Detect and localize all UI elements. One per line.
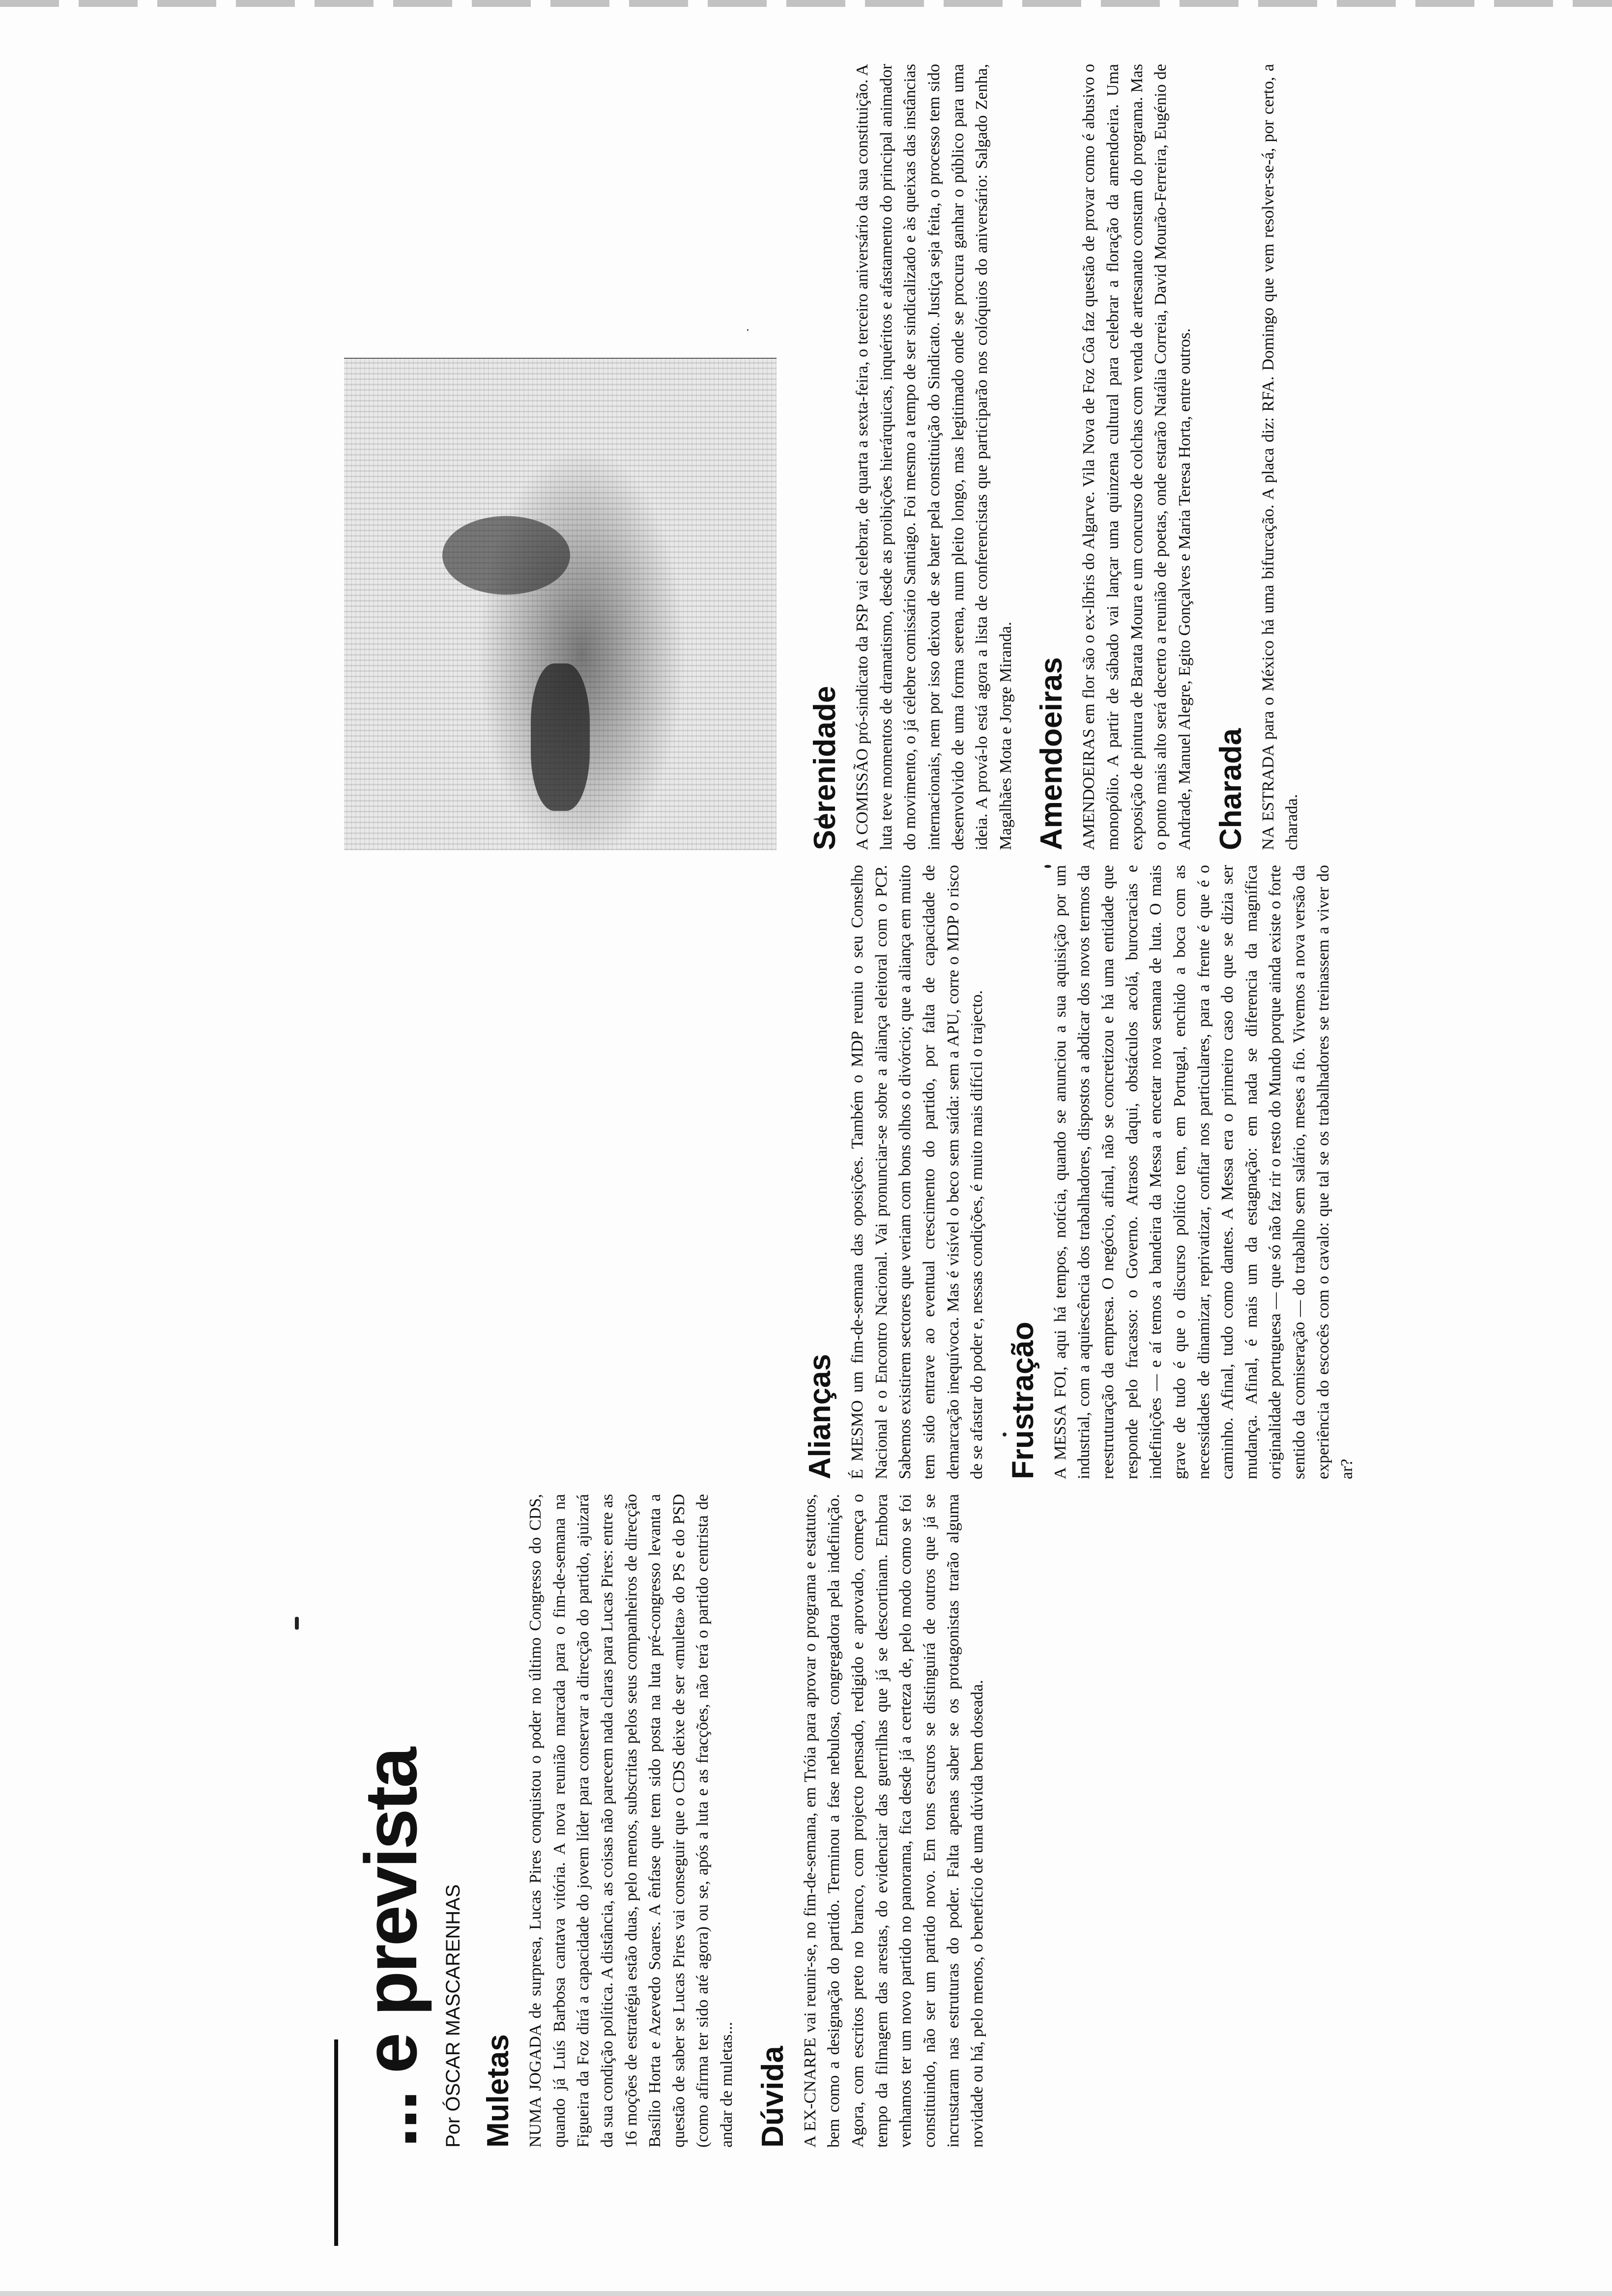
section-title-serenidade: Serenidade: [808, 686, 842, 850]
section-body-serenidade: A COMISSÃO pró-sindicato da PSP vai celebrar, de quarta a sexta-feira, o terceiro aniversário da sua constituição. A luta teve momentos de dramatismo, desde as proibições hierárquicas, inquéritos e afastamento do principal animador do movimento, o já célebre comissário Santiago. Foi mesmo a tempo de ser sindicalizado e às queixas das instâncias internacionais, nem por isso deixou de se bater pela constituição do Sindicato. Justiça seja feita, o processo tem sido desenvolvido de uma forma serena, num pleito longo, mas legitimado onde se procura ganhar o público para uma ideia. A prová-lo está agora a lista de conferencistas que participarão nos colóquios do aniversário: Salgado Zenha, Magalhães Mota e Jorge Miranda.: [853, 64, 1015, 850]
article-byline: Por ÓSCAR MASCARENHAS: [442, 1884, 464, 2148]
section-title-duvida: Dúvida: [755, 2046, 790, 2148]
section-body-muletas: NUMA JOGADA de surpresa, Lucas Pires conquistou o poder no último Congresso do CDS, quando já Luís Barbosa cantava vitória. A nova reunião marcada para o fim-de-semana na Figueira da Foz dirá a capacidade do jovem líder para conservar a direcção do partido, ajuizará da sua condição política. A distância, as coisas não parecem nada claras para Lucas Pires: entre as 16 moções de estratégia estão duas, pelo menos, subscritas pelos seus companheiros de direcção Basílio Horta e Azevedo Soares. A ênfase que tem sido posta na luta pré-congresso levanta a questão de saber se Lucas Pires vai conseguir que o CDS deixe de ser «muleta» do PS e do PSD (como afirma ter sido até agora) ou se, após a luta e as fracções, não terá o partido centrista de andar de muletas...: [526, 1494, 736, 2148]
section-title-charada: Charada: [1213, 728, 1248, 850]
scan-bottom-edge: [0, 2291, 1612, 2296]
section-body-charada: NA ESTRADA para o México há uma bifurcação. A placa diz: RFA. Domingo que vem resolver-se-á, por certo, a charada.: [1259, 64, 1301, 850]
newspaper-article: [334, 49, 1612, 2246]
section-body-duvida: A EX-CNARPE vai reunir-se, no fim-de-semana, em Tróia para aprovar o programa e estatutos, bem como a designação do partido. Terminou a fase nebulosa, congregadora pela indefinição. Agora, com escritos preto no branco, com projecto pensado, redigido e aprovado, começa o tempo da filmagem das arestas, do evidenciar das guerrilhas que já se descortinam. Embora venhamos ter um novo partido no panorama, fica desde já a certeza de, pelo modo como se foi constituindo, não ser um partido novo. Em tons escuros se distinguirá de outros que já se incrustaram nas estruturas do poder. Falta apenas saber se os protagonistas trarão alguma novidade ou há, pelo menos, o benefício de uma dúvida bem doseada.: [801, 1494, 986, 2148]
section-body-frustracao: A MESSA FOI, aqui há tempos, notícia, quando se anunciou a sua aquisição por um industrial, com a aquiescência dos trabalhadores, dispostos a abdicar dos novos termos da reestruturação da empresa. O negócio, afinal, não se concretizou e há uma entidade que responde pelo fracasso: o Governo. Atrasos daqui, obstáculos acolá, burocracias e indefinições — e aí temos a bandeira da Messa a encetar nova semana de luta. O mais grave de tudo é que o discurso político tem, em Portugal, enchido a boca com as necessidades de dinamizar, reprivatizar, confiar nos particulares, para a frente é que é o caminho. Afinal, tudo como dantes. A Messa era o primeiro caso do que se dizia ser mudança. Afinal, é mais um da estagnação: em nada se diferencia da magnífica originalidade portuguesa — que só não faz rir o resto do Mundo porque ainda existe o forte sentido da comiseração — do trabalho sem salário, meses a fio. Vivemos a nova versão da experiência do escocês com o cavalo: que tal se os trabalhadores se treinassem a viver do ar?: [1051, 865, 1356, 1479]
section-title-amendoeiras: Amendoeiras: [1035, 657, 1069, 850]
section-title-aliancas: Alianças: [803, 1353, 837, 1479]
section-body-amendoeiras: AMENDOEIRAS em flor são o ex-líbris do Algarve. Vila Nova de Foz Côa faz questão de provar como é abusivo o monopólio. A partir de sábado vai lançar uma quinzena cultural para celebrar a floração da amendoeira. Uma exposição de pintura de Barata Moura e um concurso de colchas com venda de artesanato constam do programa. Mas o ponto mais alto será decerto a reunião de poetas, onde estarão Natália Correia, David Mourão-Ferreira, Eugénio de Andrade, Manuel Alegre, Egito Gonçalves e Maria Teresa Horta, entre outros.: [1080, 64, 1194, 850]
headline-rule: [334, 2039, 338, 2246]
article-column-4: [791, 64, 1612, 850]
section-title-frustracao: Frustração: [1006, 1321, 1040, 1479]
article-headline: ... e prevista: [349, 1749, 432, 2148]
article-column-2: [349, 1494, 1612, 2148]
scan-top-edge: [0, 0, 1612, 7]
section-body-aliancas: É MESMO um fim-de-semana das oposições. Também o MDP reuniu o seu Conselho Nacional e o Encontro Nacional. Vai pronunciar-se sobre a aliança eleitoral com o PCP. Sabemos existirem sectores que veriam com bons olhos o divórcio; que a aliança em muito tem sido entrave ao eventual crescimento do partido, por falta de capacidade de demarcação inequívoca. Mas é visível o beco sem saída: sem a APU, corre o MDP o risco de se afastar do poder e, nessas condições, é muito mais difícil o trajecto.: [848, 865, 986, 1479]
photo-shadow: [531, 663, 590, 811]
photo-shadow: [442, 516, 570, 595]
article-column-3: [786, 865, 1612, 1479]
section-title-muletas: Muletas: [481, 2034, 515, 2148]
scan-speck: [295, 1617, 299, 1630]
article-photo: [344, 358, 777, 850]
